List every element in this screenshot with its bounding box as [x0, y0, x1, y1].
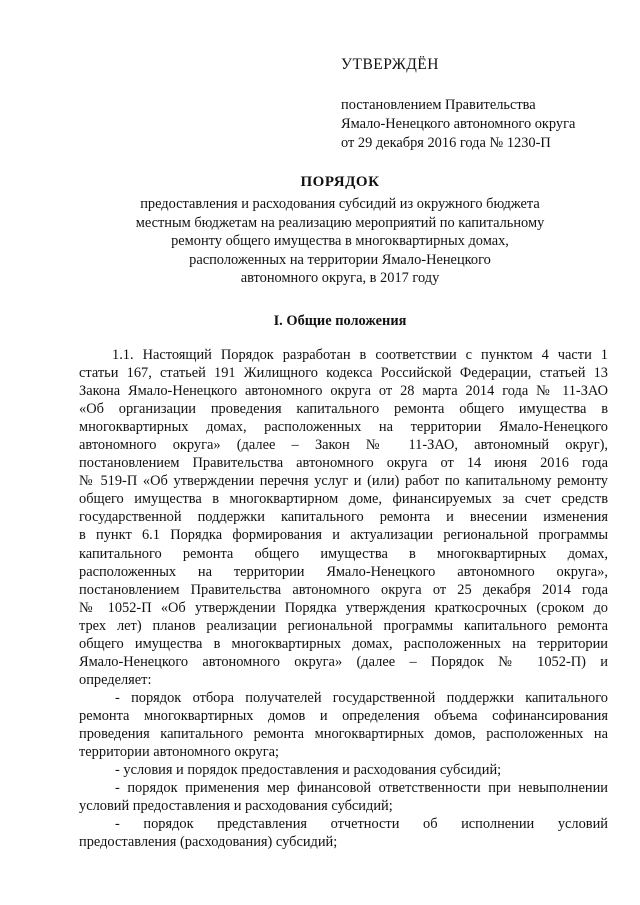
subtitle-line: расположенных на территории Ямало-Ненецкого [189, 251, 491, 268]
list-item-line: - условия и порядок предоставления и расходования субсидий; [115, 762, 502, 779]
list-item-line: - порядок применения мер финансовой ответственности при невыполнении [115, 780, 608, 797]
approval-line: Ямало-Ненецкого автономного округа [341, 116, 576, 132]
body-line: постановлением Правительства автономного округа от 14 июня 2016 года [79, 455, 608, 472]
body-line: Закона Ямало-Ненецкого автономного округа от 28 марта 2014 года № 11-ЗАО [79, 383, 608, 400]
subtitle-line: ремонту общего имущества в многоквартирных домах, [171, 233, 509, 249]
section-title: I. Общие положения [273, 313, 407, 329]
list-item-line: проведения капитального ремонта многоквартирных домов, расположенных на [79, 725, 608, 742]
document-title: ПОРЯДОК [300, 174, 380, 190]
document-body [79, 346, 608, 851]
list-item-line: - порядок представления отчетности об исполнении условий [115, 816, 608, 833]
body-line: № 519-П «Об утверждении перечня услуг и (или) работ по капитальному ремонту [79, 473, 608, 490]
list-item-line: ремонта многоквартирных домов и определения объема софинансирования [79, 707, 608, 724]
body-line: статьи 167, статьей 191 Жилищного кодекса Российской Федерации, статьей 13 [79, 365, 608, 382]
list-item-line: предоставления (расходования) субсидий; [79, 834, 338, 851]
body-line: автономного округа» (далее – Закон № 11-ЗАО, автономный округ), [79, 437, 608, 454]
approval-stamp [341, 55, 631, 153]
list-item-line: условий предоставления и расходования субсидий; [79, 798, 393, 815]
body-line: общего имущества в многоквартирном доме, финансируемых за счет средств [79, 491, 608, 508]
body-line: государственной поддержки капитального ремонта и внесении изменения [79, 509, 608, 526]
body-line: общего имущества в многоквартирных домах, расположенных на территории [79, 635, 608, 652]
approval-line: постановлением Правительства [341, 97, 536, 113]
subtitle-line: предоставления и расходования субсидий из окружного бюджета [140, 196, 540, 212]
body-line: трех лет) планов реализации региональной программы капитального ремонта [79, 617, 608, 634]
list-item-line: - порядок отбора получателей государственной поддержки капитального [115, 689, 608, 706]
body-line: Ямало-Ненецкого автономного округа» (далее – Порядок № 1052-П) и [79, 653, 608, 670]
document-subtitle [60, 195, 620, 288]
approval-head: УТВЕРЖДЁН [341, 56, 439, 73]
body-line: определяет: [79, 671, 152, 688]
body-line: 1.1. Настоящий Порядок разработан в соответствии с пунктом 4 части 1 [112, 347, 608, 363]
body-line: № 1052-П «Об утверждении Порядка утверждения краткосрочных (сроком до [79, 599, 608, 616]
body-line: «Об организации проведения капитального ремонта общего имущества в [79, 401, 608, 418]
body-line: капитального ремонта общего имущества в многоквартирных домах, [79, 545, 608, 562]
list-item-line: территории автономного округа; [79, 744, 280, 761]
subtitle-line: местным бюджетам на реализацию мероприятий по капитальному [135, 214, 545, 231]
body-line: постановлением Правительства автономного округа от 25 декабря 2014 года [79, 581, 608, 598]
body-line: расположенных на территории Ямало-Ненецкого автономного округа», [79, 563, 608, 580]
body-line: многоквартирных домах, расположенных на территории Ямало-Ненецкого [79, 419, 608, 436]
body-line: в пункт 6.1 Порядка формирования и актуализации региональной программы [79, 527, 608, 544]
approval-line: от 29 декабря 2016 года № 1230-П [341, 135, 551, 151]
subtitle-line: автономного округа, в 2017 году [240, 270, 440, 286]
